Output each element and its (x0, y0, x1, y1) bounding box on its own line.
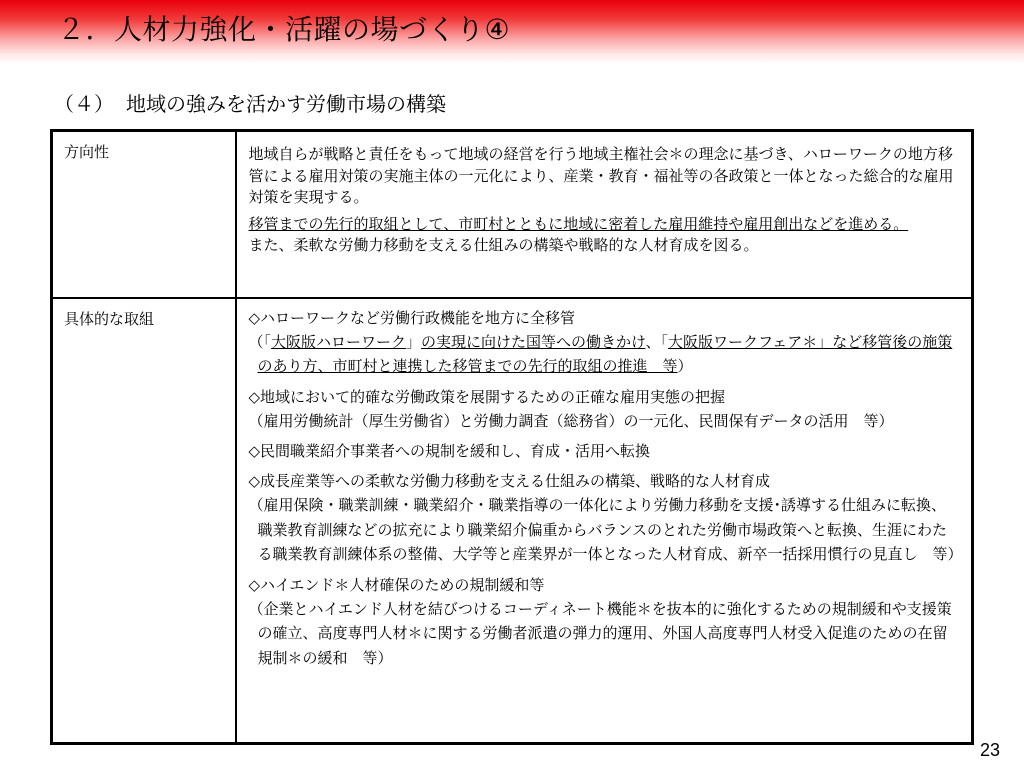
subtitle-text: 地域の強みを活かす労働市場の構築 (126, 92, 446, 116)
sub-open: （「 (248, 332, 272, 351)
sub-underline-3: 大阪版ワークフェア＊」など移管後の施策のあり方、市町村と連携した移管までの先行的取組の推進 等 (257, 332, 953, 375)
table-row-direction (52, 131, 973, 298)
direction-label: 方向性 (52, 131, 236, 298)
sub-mid-2: 、「 (645, 332, 668, 351)
action-item-4 (249, 470, 962, 567)
slide-title: ２．人材力強化・活躍の場づくり④ (57, 13, 511, 46)
action-item-2 (249, 386, 962, 434)
actions-label: 具体的な取組 (52, 298, 236, 744)
action-item-5 (249, 574, 962, 671)
action-item-2-head: ◇地域において的確な労働政策を展開するための正確な雇用実態の把握 (248, 387, 726, 406)
action-item-1-head: ◇ハローワークなど労働行政機能を地方に全移管 (248, 308, 576, 327)
action-item-3-head: ◇民間職業紹介事業者への規制を緩和し、育成・活用へ転換 (248, 442, 651, 460)
table-row-actions (52, 298, 973, 744)
policy-table (50, 129, 974, 745)
action-item-3 (249, 440, 962, 463)
direction-para-2-underlined: 移管までの先行的取組として、市町村とともに地域に密着した雇用維持や雇用創出などを進める。 (248, 214, 909, 233)
direction-para-2 (249, 214, 962, 236)
direction-content (236, 131, 973, 298)
action-item-5-head: ◇ハイエンド＊人材確保のための規制緩和等 (248, 575, 545, 594)
sub-underline-1: 大阪版ハローワーク (271, 332, 407, 351)
action-item-4-sub: （雇用保険・職業訓練・職業紹介・職業指導の一体化により労働力移動を支援･誘導する仕組みに転換、職業教育訓練などの拡充により職業紹介偏重からバランスのとれた労働市場政策へと転換、生涯にわたる職業教育訓練体系の整備、大学等と産業界が一体となった人材育成、新卒一括採用慣行の見直し 等） (248, 496, 963, 563)
sub-mid-1: 」 (406, 332, 422, 351)
action-item-2-sub: （雇用労働統計（厚生労働省）と労働力調査（総務省）の一元化、民間保有データの活用 等） (248, 411, 894, 430)
action-item-1 (249, 307, 962, 379)
action-item-4-head: ◇成長産業等への柔軟な労働力移動を支える仕組みの構築、戦略的な人材育成 (248, 472, 771, 490)
subtitle-number: （４） (54, 92, 114, 116)
section-subtitle (54, 90, 446, 118)
page-number: 23 (979, 740, 1000, 760)
direction-para-3: また、柔軟な労働力移動を支える仕組みの構築や戦略的な人材育成を図る。 (248, 236, 759, 254)
sub-close: ） (677, 357, 693, 375)
title-bar (0, 0, 1024, 64)
actions-content (236, 298, 973, 744)
action-item-5-sub: （企業とハイエンド人材を結びつけるコーディネート機能＊を抜本的に強化するための規制緩和や支援策の確立、高度専門人材＊に関する労働者派遣の弾力的運用、外国人高度専門人材受入促進のための在留規制＊の緩和 等） (248, 599, 952, 667)
direction-para-1: 地域自らが戦略と責任をもって地域の経営を行う地域主権社会＊の理念に基づき、ハローワークの地方移管による雇用対策の実施主体の一元化により、産業・教育・福祉等の各政策と一体となった総合的な雇用対策を実現する。 (248, 145, 954, 206)
sub-underline-2: の実現に向けた国等への働きかけ (421, 332, 646, 351)
action-item-1-sub (249, 330, 962, 379)
